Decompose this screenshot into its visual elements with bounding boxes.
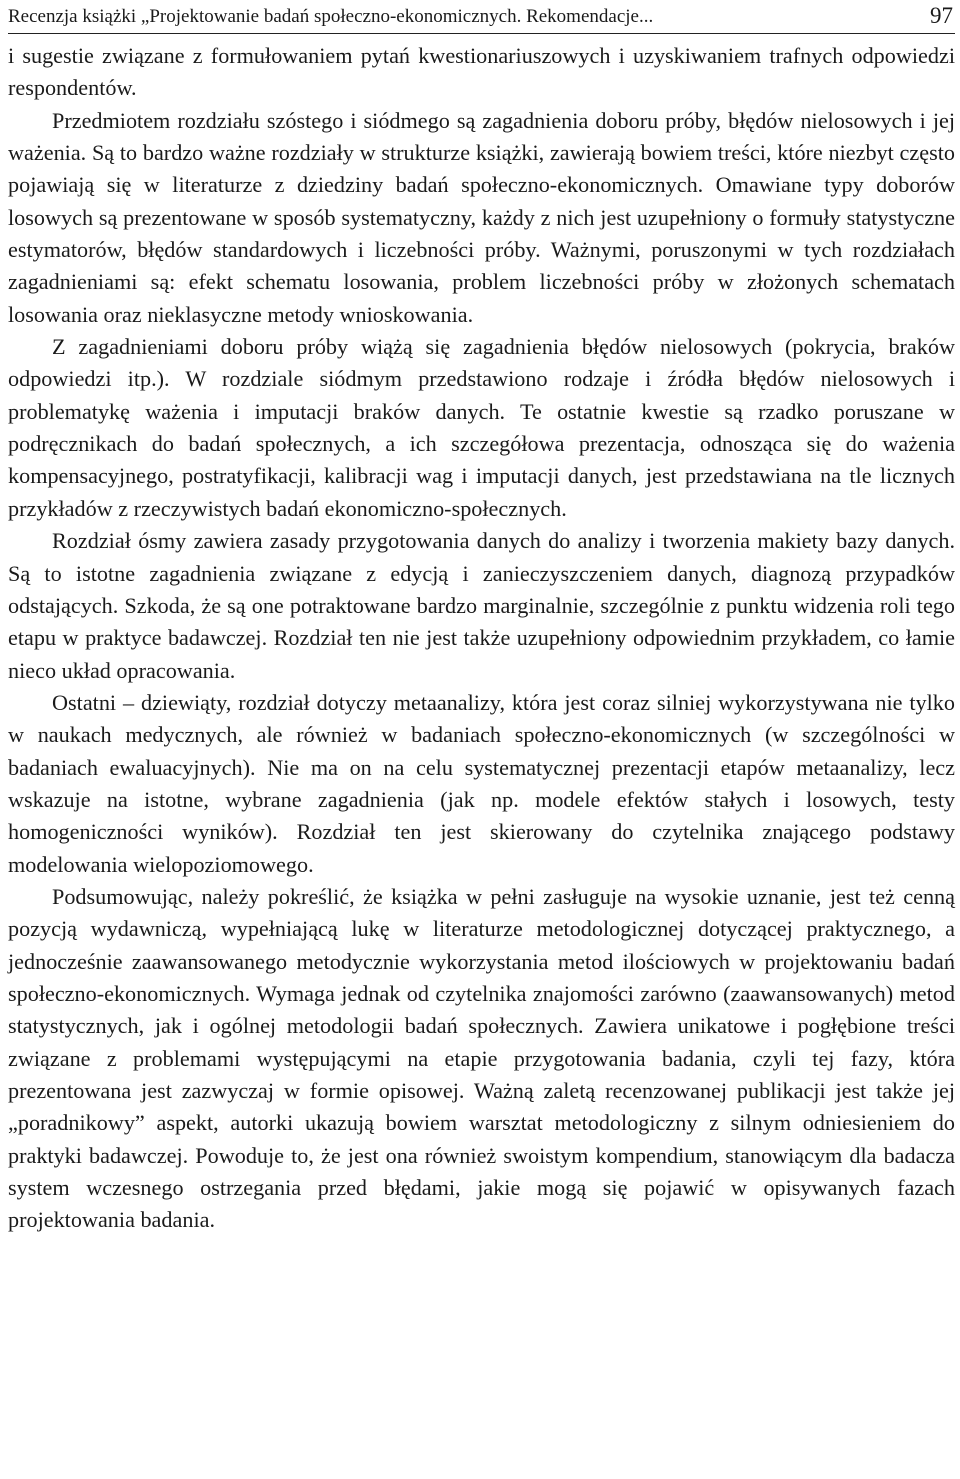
paragraph: Ostatni – dziewiąty, rozdział dotyczy metaanalizy, która jest coraz silniej wykorzystywana nie tylko w naukach medycznych, ale również w badaniach społeczno-ekonomicznych (w szczególności w badaniach ewaluacyjnych). Nie ma on na celu systematycznej prezentacji etapów metaanalizy, lecz wskazuje na istotne, wybrane zagadnienia (jak np. modele efektów stałych i losowych, testy homogeniczności wyników). Rozdział ten jest skierowany do czytelnika znającego podstawy modelowania wielopoziomowego. (8, 689, 955, 877)
paragraph: Z zagadnieniami doboru próby wiążą się zagadnienia błędów nielosowych (pokrycia, braków odpowiedzi itp.). W rozdziale siódmym przedstawiono rodzaje i źródła błędów nielosowych i problematykę ważenia i imputacji braków danych. Te ostatnie kwestie są rzadko poruszane w podręcznikach do badań społecznych, a ich szczegółowa prezentacja, odnosząca się do ważenia kompensacyjnego, postratyfikacji, kalibracji wag i imputacji danych, jest przedstawiana na tle licznych przykładów z rzeczywistych badań ekonomiczno-społecznych. (8, 334, 955, 521)
running-header-title: Recenzja książki „Projektowanie badań społeczno-ekonomicznych. Rekomendacje... (8, 6, 654, 27)
document-page (8, 0, 955, 1237)
page-number: 97 (930, 3, 953, 28)
paragraph: Przedmiotem rozdziału szóstego i siódmego są zagadnienia doboru próby, błędów nielosowych i jej ważenia. Są to bardzo ważne rozdziały w strukturze książki, zawierają bowiem treści, które niezbyt często pojawiają się w literaturze z dziedziny badań społeczno-ekonomicznych. Omawiane typy doborów losowych są prezentowane w sposób systematyczny, każdy z nich jest uzupełniony o formuły statystyczne estymatorów, błędów standardowych i liczebności próby. Ważnymi, poruszonymi w tych rozdziałach zagadnieniami są: efekt schematu losowania, problem liczebności próby w złożonych schematach losowania oraz nieklasyczne metody wnioskowania. (8, 107, 955, 327)
paragraph-continuation: i sugestie związane z formułowaniem pytań kwestionariuszowych i uzyskiwaniem trafnych odpowiedzi respondentów. (8, 43, 955, 101)
paragraph: Podsumowując, należy pokreślić, że książka w pełni zasługuje na wysokie uznanie, jest też cenną pozycją wydawniczą, wypełniającą lukę w literaturze metodologicznej dotyczącej praktycznego, a jednocześnie zaawansowanego metodycznie wykorzystania metod ilościowych w projektowaniu badań społeczno-ekonomicznych. Wymaga jednak od czytelnika znajomości zarówno (zaawansowanych) metod statystycznych, jak i ogólnej metodologii badań społecznych. Zawiera unikatowe i pogłębione treści związane z problemami występującymi na etapie przygotowania badania, czyli tej fazy, która prezentowana jest zazwyczaj w formie opisowej. Ważną zaletą recenzowanej publikacji jest także jej „poradnikowy” aspekt, autorki ukazują bowiem warsztat metodologiczny z silnym odniesieniem do praktyki badawczej. Powoduje to, że jest ona również swoistym kompendium, stanowiącym dla badacza system wczesnego ostrzegania przed błędami, jakie mogą się pojawić w opisywanych fazach projektowania badania. (8, 883, 955, 1233)
body-text (8, 40, 955, 1237)
paragraph: Rozdział ósmy zawiera zasady przygotowania danych do analizy i tworzenia makiety bazy danych. Są to istotne zagadnienia związane z edycją i zanieczyszczeniem danych, diagnozą przypadków odstających. Szkoda, że są one potraktowane bardzo marginalnie, szczególnie z punktu widzenia roli tego etapu w praktyce badawczej. Rozdział ten nie jest także uzupełniony odpowiednim przykładem, co łamie nieco układ opracowania. (8, 528, 955, 683)
running-header (8, 0, 955, 34)
